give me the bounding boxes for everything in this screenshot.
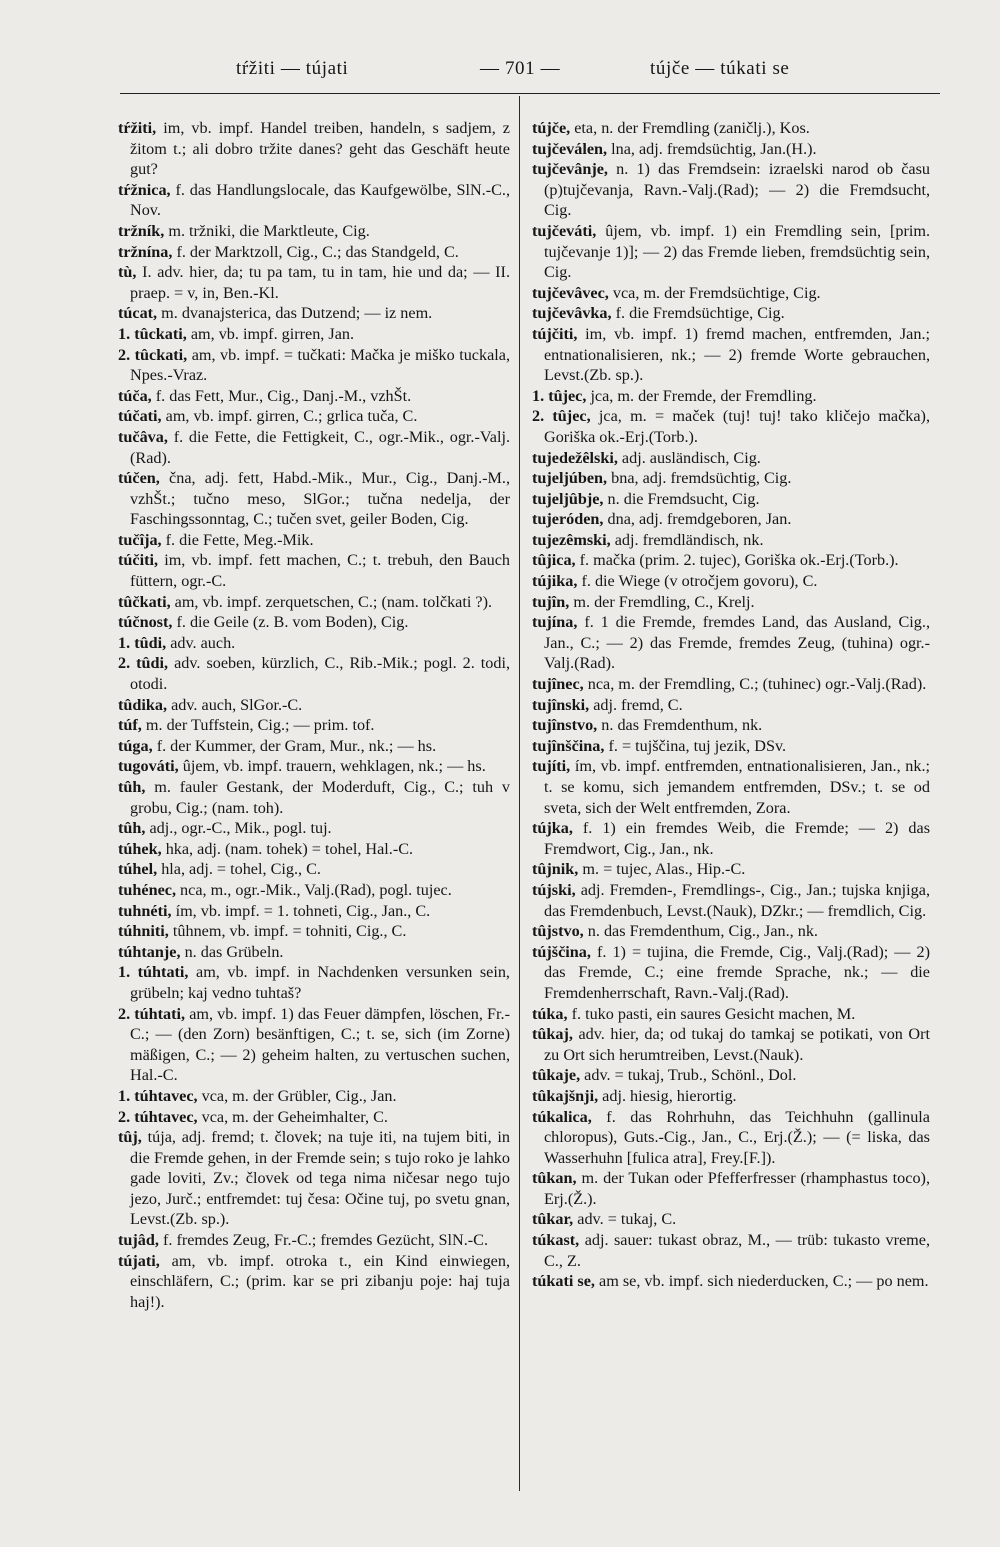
entry-headword: tújski, [532,880,576,899]
entry-headword: tûjnik, [532,860,579,879]
entry-definition: f. das Handlungslocale, das Kaufgewölbe, SlN.-C., Nov. [130,180,510,220]
entry-definition: I. adv. hier, da; tu pa tam, tu in tam, hie und da; — II. praep. = v, in, Ben.-Kl. [130,263,510,302]
entry-headword: tûkan, [532,1169,577,1188]
column-divider [519,96,520,1491]
entry-headword: tujeróden, [532,510,604,529]
entry-headword: túčiti, [118,551,159,570]
entry-definition: am, vb. impf. girren, C.; grlica tuča, C. [161,407,418,426]
entry-definition: im, vb. impf. 1) fremd machen, entfremden, Jan.; entnationalisieren, nk.; — 2) fremde Worte gebrauchen, Levst.(Zb. sp.). [544,324,930,385]
dictionary-entry [118,818,510,839]
entry-headword: tujînstvo, [532,716,598,735]
entry-definition: f. die Wiege (v otročjem govoru), C. [577,572,818,591]
entry-definition: f. das Fett, Mur., Cig., Danj.-M., vzhŠt. [151,386,412,405]
entry-headword: 2. túhtati, [118,1004,186,1023]
entry-definition: dna, adj. fremdgeboren, Jan. [603,510,792,529]
entry-headword: túča, [118,386,152,405]
entry-headword: tujînščina, [532,736,605,755]
entry-definition: f. fremdes Zeug, Fr.-C.; fremdes Gezücht, SlN.-C. [158,1231,489,1250]
header-left-guidewords: tŕžiti — tújati [236,58,349,79]
entry-definition: lna, adj. fremdsüchtig, Jan.(H.). [607,139,817,158]
entry-headword: 1. túhtati, [118,963,189,982]
dictionary-entry [118,839,510,860]
entry-headword: túf, [118,716,142,735]
entry-definition: am, vb. impf. in Nachdenken versunken sein, grübeln; kaj vedno tuhtaš? [130,963,510,1002]
entry-definition: f. das Rohrhuhn, das Teichhuhn (gallinula chloropus), Guts.-Cig., Jan., C., Erj.(Ž.); — (= liska, das Wasserhuhn [fulica atra], Frey.[F.]). [544,1107,930,1167]
dictionary-entry [118,777,510,818]
entry-headword: tújščina, [532,942,591,961]
entry-definition: n. die Fremdsucht, Cig. [603,489,760,508]
entry-definition: m. der Tukan oder Pfefferfresser (rhamphastus toco), Erj.(Ž.). [544,1169,930,1208]
dictionary-entry [118,1230,510,1251]
entry-definition: adj. fremd, C. [589,695,683,714]
dictionary-entry [532,386,930,407]
entry-definition: adv. auch. [166,633,236,652]
dictionary-entry [532,695,930,716]
entry-definition: adv. auch, SlGor.-C. [167,695,303,714]
dictionary-entry [118,118,510,180]
entry-definition: am, vb. impf. zerquetschen, C.; (nam. tolčkati ?). [170,592,493,611]
entry-headword: 2. tûckati, [118,345,188,364]
entry-definition: adj. fremdländisch, nk. [610,530,764,549]
dictionary-entry [532,283,930,304]
entry-headword: tûkajšnji, [532,1086,599,1105]
entry-definition: f. der Marktzoll, Cig., C.; das Standgeld, C. [172,242,459,261]
header-right-guidewords: tújče — túkati se [650,58,790,79]
dictionary-entry [532,530,930,551]
dictionary-entry [118,942,510,963]
entry-headword: tujčevânje, [532,160,608,179]
entry-headword: túga, [118,736,153,755]
entry-definition: jca, m. der Fremde, der Fremdling. [586,386,817,405]
entry-definition: ím, vb. impf. = 1. tohneti, Cig., Jan., C. [171,901,431,920]
entry-headword: tujčeválen, [532,139,608,158]
dictionary-entry [118,550,510,591]
entry-headword: túčnost, [118,613,173,632]
entry-headword: tujeljûbje, [532,489,604,508]
entry-definition: m. tržniki, die Marktleute, Cig. [164,221,370,240]
dictionary-entry [118,592,510,613]
entry-headword: 1. túhtavec, [118,1086,198,1105]
entry-definition: m. = tujec, Alas., Hip.-C. [578,860,746,879]
entry-definition: adj. Fremden-, Fremdlings-, Cig., Jan.; tujska knjiga, das Fremdenbuch, Levst.(Nauk), DZkr.; — fremdlich, Cig. [544,880,930,920]
entry-headword: 2. tûdi, [118,654,169,673]
entry-headword: tûh, [118,819,146,838]
dictionary-entry [118,1086,510,1107]
dictionary-entry [532,1209,930,1230]
dictionary-entry [118,530,510,551]
entry-headword: tuhénec, [118,880,176,899]
dictionary-entry [532,612,930,674]
dictionary-entry [532,571,930,592]
dictionary-entry [532,818,930,859]
dictionary-entry [532,942,930,1004]
entry-headword: túkati se, [532,1272,595,1291]
entry-headword: 2. tûjec, [532,407,591,426]
entry-definition: adv. = tukaj, C. [573,1210,677,1229]
entry-headword: tržnína, [118,242,173,261]
entry-headword: tujčevâvec, [532,283,609,302]
dictionary-entry [532,406,930,447]
entry-definition: n. 1) das Fremdsein: izraelski narod ob času (p)tujčevanja, Ravn.-Valj.(Rad); — 2) die Fremdsucht, Cig. [544,160,930,220]
entry-definition: am, vb. impf. girren, Jan. [186,324,355,343]
entry-headword: tujînski, [532,695,590,714]
entry-headword: tujčeváti, [532,221,597,240]
entry-headword: túčen, [118,469,160,488]
dictionary-entry [532,550,930,571]
dictionary-entry [118,633,510,654]
entry-definition: nca, m. der Fremdling, C.; (tuhinec) ogr.-Valj.(Rad). [583,675,927,694]
entry-definition: adv. soeben, kürzlich, C., Rib.-Mik.; pogl. 2. todi, otodi. [130,654,510,694]
entry-headword: tûjica, [532,551,576,570]
dictionary-entry [532,221,930,283]
dictionary-entry [532,1065,930,1086]
entry-headword: tujíti, [532,757,571,776]
dictionary-entry [118,242,510,263]
dictionary-entry [118,921,510,942]
entry-definition: am, vb. impf. 1) das Feuer dämpfen, löschen, Fr.-C.; — (den Zorn) besänftigen, C.; t. se, sich (im Zorne) mäßigen, C.; — 2) geheim halten, zu vertuschen suchen, Hal.-C. [130,1004,510,1085]
dictionary-entry [118,1004,510,1086]
entry-definition: f. 1) = tujina, die Fremde, Cig., Valj.(Rad); — 2) das Fremde, C.; eine fremde Sprache, nk.; — die Fremdenherrschaft, Ravn.-Valj.(Rad). [544,942,930,1002]
entry-definition: hka, adj. (nam. tohek) = tohel, Hal.-C. [161,839,414,858]
entry-headword: tûkaj, [532,1025,573,1044]
dictionary-entry [532,1086,930,1107]
entry-headword: tržník, [118,221,165,240]
dictionary-entry [118,221,510,242]
entry-definition: ím, vb. impf. entfremden, entnationalisieren, Jan., nk.; t. se komu, sich jemandem entfremden, DSv.; t. se od sveta, sich der Welt entfremden, Zora. [544,757,930,817]
dictionary-entry [118,715,510,736]
page-number: — 701 — [480,58,561,79]
dictionary-entry [532,159,930,221]
entry-definition: vca, m. der Fremdsüchtige, Cig. [608,283,821,302]
entry-headword: 1. tûckati, [118,324,187,343]
entry-headword: tugováti, [118,757,179,776]
dictionary-entry [118,427,510,468]
entry-headword: tujína, [532,613,578,632]
entry-definition: f. 1 die Fremde, fremdes Land, das Ausland, Cig., Jan., C.; — 2) das Fremde, fremdes Zeug, (tuhina) ogr.-Valj.(Rad). [544,613,930,673]
entry-definition: adj., ogr.-C., Mik., pogl. tuj. [145,819,332,838]
entry-definition: n. das Fremdenthum, nk. [597,716,763,735]
dictionary-entry [532,324,930,386]
dictionary-entry [118,736,510,757]
entry-definition: ûjem, vb. impf. trauern, wehklagen, nk.; — hs. [178,757,486,776]
entry-definition: vca, m. der Grübler, Cig., Jan. [197,1086,397,1105]
entry-headword: túhniti, [118,922,169,941]
dictionary-entry [532,448,930,469]
entry-headword: tù, [118,263,137,282]
entry-headword: 2. túhtavec, [118,1107,198,1126]
right-column [532,118,930,1292]
dictionary-entry [532,303,930,324]
entry-definition: adv. = tukaj, Trub., Schönl., Dol. [580,1066,797,1085]
entry-definition: jca, m. = maček (tuj! tuj! tako kličejo mačka), Goriška ok.-Erj.(Torb.). [544,407,930,446]
entry-definition: čna, adj. fett, Habd.-Mik., Mur., Cig., Danj.-M., vzhŠt.; tučno meso, SlGor.; tučna nedelja, der Faschingssonntag, C.; tučen svet, geiler Boden, Cig. [130,469,510,529]
entry-definition: f. die Fette, die Fettigkeit, C., ogr.-Mik., ogr.-Valj.(Rad). [130,427,510,467]
entry-headword: tučîja, [118,530,162,549]
entry-definition: adv. hier, da; od tukaj do tamkaj se potikati, von Ort zu Ort sich herumtreiben, Levst.(Nauk). [544,1025,930,1064]
entry-headword: tujeljúben, [532,469,608,488]
header-rule [120,93,940,94]
entry-headword: tûčkati, [118,592,171,611]
entry-headword: túkalica, [532,1107,592,1126]
dictionary-entry [118,1107,510,1128]
entry-definition: am se, vb. impf. sich niederducken, C.; — po nem. [594,1272,929,1291]
entry-definition: f. mačka (prim. 2. tujec), Goriška ok.-Erj.(Torb.). [575,551,899,570]
entry-definition: f. die Geile (z. B. vom Boden), Cig. [172,613,409,632]
entry-definition: am, vb. impf. otroka t., ein Kind einwiegen, einschläfern, C.; (prim. kar se pri zibanju poje: haj tuja haj!). [130,1251,510,1311]
entry-definition: f. = tujščina, tuj jezik, DSv. [604,736,787,755]
entry-headword: tûdika, [118,695,168,714]
entry-definition: m. der Tuffstein, Cig.; — prim. tof. [141,716,375,735]
entry-definition: tûhnem, vb. impf. = tohniti, Cig., C. [168,922,407,941]
entry-definition: f. 1) ein fremdes Weib, die Fremde; — 2) das Fremdwort, Cig., Jan., nk. [544,819,930,858]
entry-headword: tûj, [118,1128,142,1147]
entry-headword: tûh, [118,778,146,796]
entry-headword: tújčiti, [532,324,578,343]
entry-headword: tújati, [118,1251,160,1270]
dictionary-entry [532,880,930,921]
entry-headword: tŕžiti, [118,119,157,137]
entry-definition: im, vb. impf. fett machen, C.; t. trebuh, den Bauch füttern, ogr.-C. [130,551,510,591]
dictionary-entry [118,901,510,922]
entry-definition: m. der Fremdling, C., Krelj. [569,592,755,611]
entry-headword: 1. tûdi, [118,633,167,652]
dictionary-entry [532,736,930,757]
entry-definition: m. fauler Gestank, der Moderduft, Cig., C.; tuh v grobu, Cig.; (nam. toh). [130,778,510,817]
entry-headword: tujedežêlski, [532,448,618,467]
entry-definition: m. dvanajsterica, das Dutzend; — iz nem. [157,304,433,323]
entry-headword: túčati, [118,407,162,426]
entry-definition: f. die Fette, Meg.-Mik. [161,530,314,549]
entry-definition: adj. sauer: tukast obraz, M., — trüb: tukasto vreme, C., Z. [544,1231,930,1270]
entry-headword: tújče, [532,119,571,137]
dictionary-entry [118,303,510,324]
dictionary-entry [118,756,510,777]
entry-definition: am, vb. impf. = tučkati: Mačka je miško tuckala, Npes.-Vraz. [130,345,511,385]
dictionary-entry [532,921,930,942]
entry-headword: túkast, [532,1231,580,1250]
entry-definition: n. das Grübeln. [180,942,284,961]
entry-definition: túja, adj. fremd; t. človek; na tuje iti, na tujem biti, in die Fremde gehen, in der Fremde sein; s tujo roko je lahko gade loviti, Zv.; človek od tega nima ničesar nego tujo jezo, Jurč.; entfremdet: tuj česa: Očine tuj, po svetu gnan, Levst.(Zb. sp.). [130,1128,510,1229]
dictionary-entry [532,509,930,530]
dictionary-entry [532,1004,930,1025]
dictionary-entry [532,715,930,736]
entry-definition: hla, adj. = tohel, Cig., C. [157,860,321,879]
left-column [118,118,510,1312]
entry-headword: tučâva, [118,427,168,446]
dictionary-entry [118,695,510,716]
entry-headword: tŕžnica, [118,180,171,199]
dictionary-entry [118,386,510,407]
entry-definition: n. das Fremdenthum, Cig., Jan., nk. [583,922,818,941]
dictionary-entry [118,859,510,880]
entry-headword: tujčevâvka, [532,304,612,323]
dictionary-entry [532,468,930,489]
dictionary-entry [532,1024,930,1065]
entry-headword: túcat, [118,304,158,323]
dictionary-entry [118,1251,510,1313]
dictionary-entry [532,756,930,818]
dictionary-entry [532,139,930,160]
entry-definition: nca, m., ogr.-Mik., Valj.(Rad), pogl. tujec. [176,880,452,899]
entry-headword: tújika, [532,572,578,591]
dictionary-entry [118,1127,510,1230]
entry-headword: tûjstvo, [532,922,584,941]
entry-headword: tujîn, [532,592,570,611]
entry-headword: tujâd, [118,1231,159,1250]
dictionary-entry [532,489,930,510]
entry-definition: f. tuko pasti, ein saures Gesicht machen, M. [567,1004,856,1023]
entry-definition: im, vb. impf. Handel treiben, handeln, s sadjem, z žitom t.; ali dobro tržite danes? geht das Geschäft heute gut? [130,119,510,179]
dictionary-entry [532,674,930,695]
entry-headword: túhtanje, [118,942,181,961]
entry-headword: túhek, [118,839,162,858]
dictionary-entry [118,345,510,386]
dictionary-entry [118,962,510,1003]
entry-definition: ûjem, vb. impf. 1) ein Fremdling sein, [prim. tujčevanje 1)]; — 2) das Fremde lieben, fremdsüchtig sein, Cig. [544,221,930,282]
entry-definition: eta, n. der Fremdling (zaničlj.), Kos. [570,119,810,137]
dictionary-entry [532,118,930,139]
dictionary-entry [532,1168,930,1209]
dictionary-entry [118,468,510,530]
entry-definition: bna, adj. fremdsüchtig, Cig. [607,469,792,488]
entry-headword: tûkar, [532,1210,574,1229]
dictionary-entry [532,1107,930,1169]
dictionary-entry [118,653,510,694]
dictionary-entry [532,859,930,880]
entry-headword: 1. tûjec, [532,386,587,405]
dictionary-entry [118,406,510,427]
running-header [120,58,940,88]
dictionary-entry [118,880,510,901]
dictionary-entry [532,1271,930,1292]
dictionary-entry [118,612,510,633]
dictionary-entry [532,1230,930,1271]
entry-headword: tujezêmski, [532,530,611,549]
entry-headword: tuhnéti, [118,901,172,920]
entry-definition: adj. hiesig, hierortig. [598,1086,737,1105]
entry-headword: tûkaje, [532,1066,581,1085]
entry-headword: tújka, [532,819,573,838]
entry-definition: vca, m. der Geheimhalter, C. [197,1107,388,1126]
dictionary-entry [118,262,510,303]
dictionary-entry [532,592,930,613]
entry-headword: túka, [532,1004,568,1023]
entry-headword: túhel, [118,860,158,879]
dictionary-entry [118,324,510,345]
dictionary-entry [118,180,510,221]
entry-definition: adj. ausländisch, Cig. [617,448,761,467]
entry-headword: tujînec, [532,675,584,694]
entry-definition: f. die Fremdsüchtige, Cig. [611,304,785,323]
entry-definition: f. der Kummer, der Gram, Mur., nk.; — hs. [152,736,437,755]
